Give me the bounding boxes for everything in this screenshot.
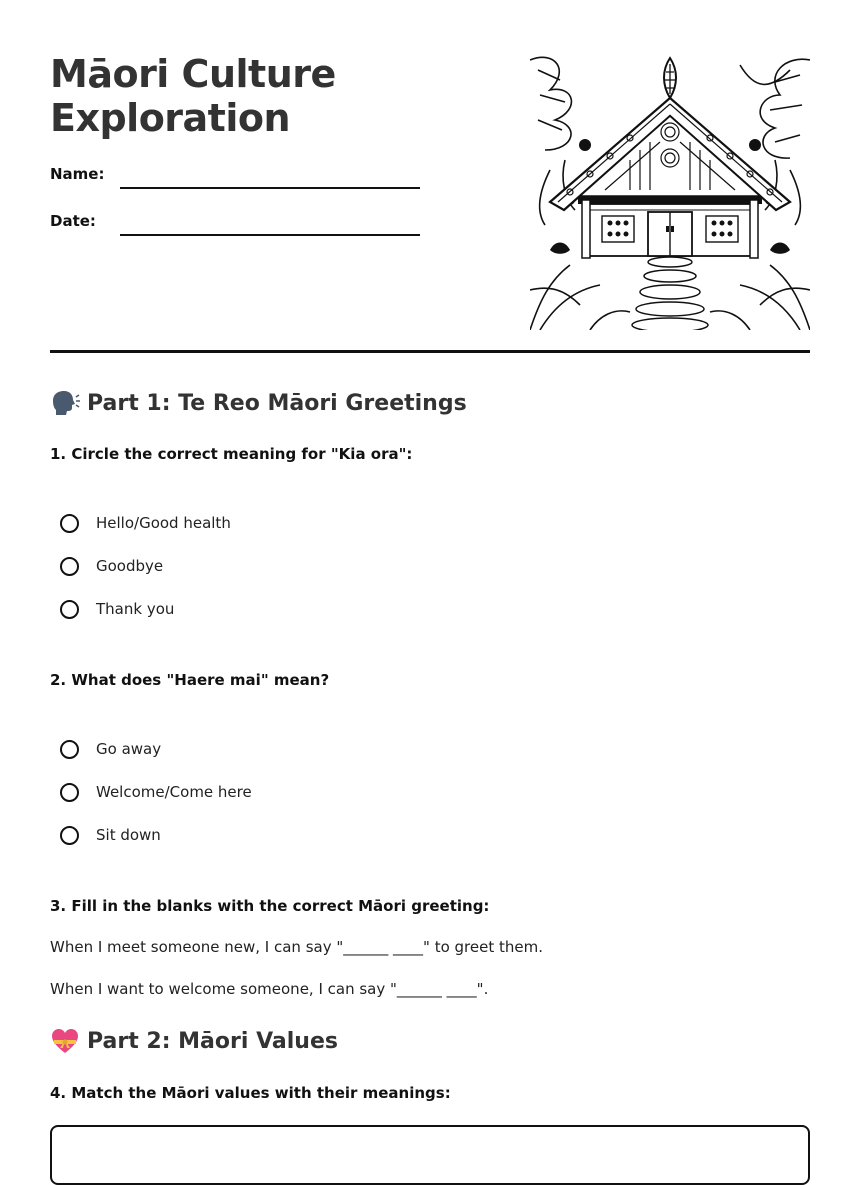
option-label: Sit down bbox=[96, 826, 161, 844]
heart-with-ribbon-icon bbox=[50, 1027, 80, 1055]
q2-option-1[interactable] bbox=[60, 736, 161, 762]
header-divider bbox=[50, 350, 810, 353]
q1-option-3[interactable] bbox=[60, 596, 174, 622]
speaking-head-icon bbox=[50, 389, 80, 417]
option-label: Welcome/Come here bbox=[96, 783, 252, 801]
radio-circle[interactable] bbox=[60, 557, 79, 576]
radio-circle[interactable] bbox=[60, 600, 79, 619]
question-2: 2. What does "Haere mai" mean? bbox=[50, 671, 330, 689]
date-field-line[interactable] bbox=[120, 234, 420, 236]
question-4: 4. Match the Māori values with their meanings: bbox=[50, 1084, 451, 1102]
part2-heading-text: Part 2: Māori Values bbox=[87, 1028, 338, 1054]
worksheet-title: Māori Culture Exploration bbox=[50, 52, 336, 140]
name-field-line[interactable] bbox=[120, 187, 420, 189]
q2-option-3[interactable] bbox=[60, 822, 161, 848]
date-label: Date: bbox=[50, 212, 96, 230]
radio-circle[interactable] bbox=[60, 514, 79, 533]
radio-circle[interactable] bbox=[60, 826, 79, 845]
part1-heading-text: Part 1: Te Reo Māori Greetings bbox=[87, 390, 467, 416]
question-1: 1. Circle the correct meaning for "Kia ora": bbox=[50, 445, 413, 463]
radio-circle[interactable] bbox=[60, 740, 79, 759]
wharenui-meeting-house-illustration bbox=[530, 50, 810, 330]
fill-in-sentence-1: When I meet someone new, I can say "______ ____" to greet them. bbox=[50, 938, 543, 956]
option-label: Goodbye bbox=[96, 557, 164, 575]
part2-heading bbox=[50, 1027, 338, 1055]
matching-box[interactable] bbox=[50, 1125, 810, 1185]
radio-circle[interactable] bbox=[60, 783, 79, 802]
option-label: Go away bbox=[96, 740, 162, 758]
q2-option-2[interactable] bbox=[60, 779, 252, 805]
question-3: 3. Fill in the blanks with the correct Māori greeting: bbox=[50, 897, 490, 915]
name-label: Name: bbox=[50, 165, 105, 183]
fill-in-sentence-2: When I want to welcome someone, I can say "______ ____". bbox=[50, 980, 489, 998]
option-label: Hello/Good health bbox=[96, 514, 231, 532]
q1-option-1[interactable] bbox=[60, 510, 231, 536]
option-label: Thank you bbox=[96, 600, 175, 618]
q1-option-2[interactable] bbox=[60, 553, 163, 579]
part1-heading bbox=[50, 389, 467, 417]
